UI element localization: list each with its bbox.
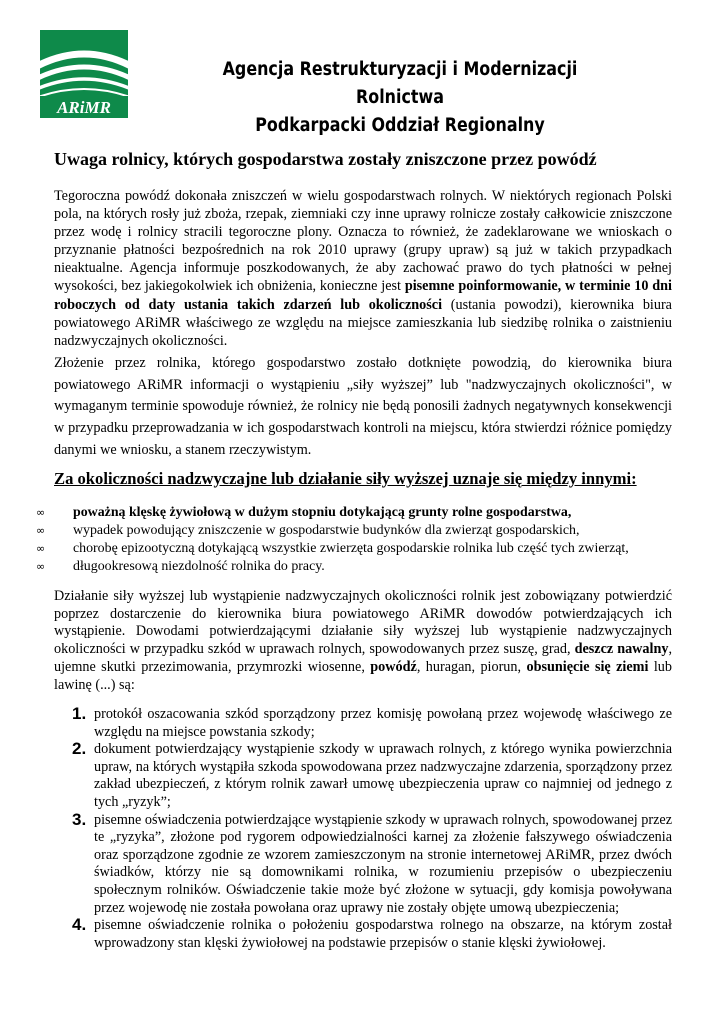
numbered-item [72,917,672,952]
intro-paragraph [54,187,672,350]
list-item-text: poważną klęskę żywiołową w dużym stopniu dotykającą grunty rolne gospodarstwa, [73,505,572,520]
list-item [36,540,676,558]
list-item-text: długookresową niezdolność rolnika do pracy. [73,559,325,574]
list-item [36,558,676,576]
item-number: 3. [72,809,87,829]
page-title: Uwaga rolnicy, których gospodarstwa zostały zniszczone przez powódź [54,149,597,169]
evidence-emphasis: obsunięcie się ziemi [526,658,649,675]
evidence-text: , huragan, piorun, [416,658,527,675]
item-number: 4. [72,915,87,935]
numbered-item [72,741,672,811]
logo-text: ARiMR [57,98,111,117]
item-text: dokument potwierdzający wystąpienie szkody w uprawach rolnych, z którego wynika powierzchnia upraw, na których wystąpiła szkoda spowodowana przez nadzwyczajne zdarzenia, sporządzony przez zakład ubezpieczeń, z którym rolnik zawarł umowę ubezpieczenia upraw co najmniej od jednego z tych „ryzyk”; [94,741,672,810]
infinity-bullet-icon: ∞ [36,506,46,519]
infinity-bullet-icon: ∞ [36,542,46,555]
item-text: protokół oszacowania szkód sporządzony przez komisję powołaną przez wojewodę właściwego ze względu na miejsce powstania szkody; [94,706,672,740]
notice-paragraph: Złożenie przez rolnika, którego gospodarstwo zostało dotknięte powodzią, do kierownika biura powiatowego ARiMR informacji o wystąpieniu „siły wyższej” lub "nadzwyczajnych okoliczności", w wymaganym terminie spowoduje również, że rolnicy nie będą ponosili żadnych negatywnych konsekwencji w przypadku przeprowadzania w ich gospodarstwach kontroli na miejscu, która stwierdzi różnice pomiędzy danymi we wniosku, a stanem rzeczywistym. [54,355,672,458]
list-item-text: chorobę epizootyczną dotykającą wszystkie zwierzęta gospodarskie rolnika lub część tych zwierząt, [73,541,629,556]
list-item-text: wypadek powodujący zniszczenie w gospodarstwie budynków dla zwierząt gospodarskich, [73,523,580,538]
arimr-logo [40,30,128,118]
infinity-bullet-icon: ∞ [36,560,46,573]
evidence-emphasis: deszcz nawalny [574,641,669,658]
list-item [36,522,676,540]
circumstances-list [36,504,676,576]
evidence-text: , ujemne skutki przezimowania, przymrozki wiosenne, [54,641,672,675]
item-number: 1. [72,704,87,723]
infinity-bullet-icon: ∞ [36,524,46,537]
evidence-list [72,706,672,952]
evidence-paragraph [54,588,672,694]
evidence-emphasis: powódź [370,658,417,675]
intro-text: Tegoroczna powódź dokonała zniszczeń w wielu gospodarstwach rolnych. W niektórych regionach Polski pola, na których rosły już zboża, rzepak, ziemniaki czy inne uprawy rolnicze zostały całkowicie zniszczone przez wodę i rolnicy stracili tegoroczne plony. Oznacza to również, że zadeklarowane we wnioskach o przyznanie płatności bezpośrednich na rok 2010 uprawy (grupy upraw) są już w takich przypadkach nieaktualne. Agencja informuje poszkodowanych, że aby zachować prawo do tych płatności w pełnej wysokości, bez jakiegokolwiek ich obniżenia, konieczne jest [54,188,672,295]
numbered-item [72,809,672,918]
intro-emphasis: pisemne poinformowanie, w terminie 10 dni roboczych od daty ustania takich zdarzeń lub okoliczności [54,278,672,313]
organization-header [202,56,598,140]
org-branch: Podkarpacki Oddział Regionalny [255,115,545,136]
evidence-text: Działanie siły wyższej lub wystąpienie nadzwyczajnych okoliczności rolnik jest zobowiązany potwierdzić poprzez dostarczenie do kierownika biura powiatowego ARiMR dowodów potwierdzających ich wystąpienie. Dowodami potwierdzającymi działanie siły wyższej lub wystąpienie nadzwyczajnych okoliczności w przypadku szkód w uprawach rolnych, spowodowanych przez suszę, grad, [54,588,672,658]
section-heading: Za okoliczności nadzwyczajne lub działanie siły wyższej uznaje się między innymi: [54,469,637,488]
numbered-item [72,706,672,741]
org-name: Agencja Restrukturyzacji i Modernizacji Rolnictwa [222,59,578,108]
intro-text-end: (ustania powodzi), kierownika biura powiatowego ARiMR właściwego ze względu na miejsce zamieszkania lub siedzibę rolnika o zaistnieniu nadzwyczajnych okoliczności. [54,296,672,349]
evidence-text: lub lawinę (...) są: [54,658,672,693]
list-item [36,504,676,522]
item-text: pisemne oświadczenia potwierdzające wystąpienie szkody w uprawach rolnych, spowodowanej przez te „ryzyka”, złożone pod rygorem odpowiedzialności karnej za złożenie fałszywego oświadczenia oraz sporządzone zgodnie ze wzorem zamieszczonym na stronie internetowej ARiMR, przez dwóch świadków, którzy nie są domownikami rolnika, w rozumieniu przepisów o ubezpieczeniu społecznym rolników. Oświadczenie takie może być złożone w sytuacji, gdy komisja powoływana przez wojewodę nie została powołana oraz uprawy nie zostały objęte umową ubezpieczenia; [94,811,672,916]
item-number: 2. [72,739,87,759]
item-text: pisemne oświadczenie rolnika o położeniu gospodarstwa rolnego na obszarze, na którym został wprowadzony stan klęski żywiołowej na podstawie przepisów o stanie klęski żywiołowej. [94,917,672,951]
